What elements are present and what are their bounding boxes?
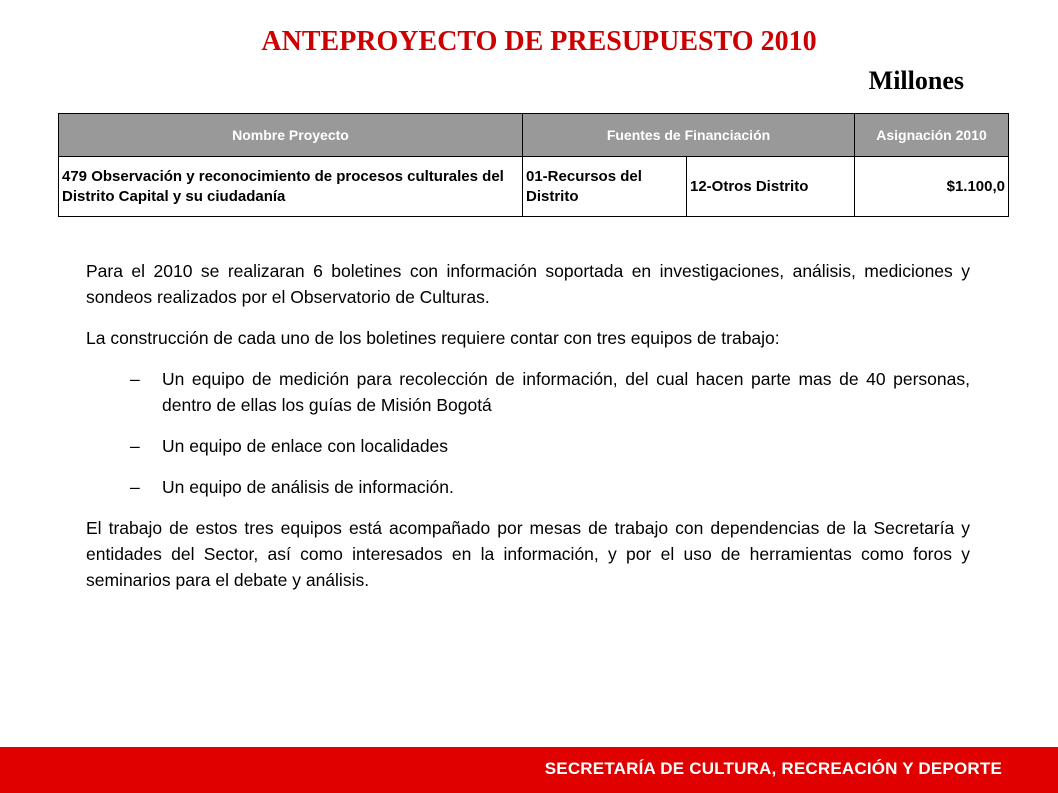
paragraph-bulletins: Para el 2010 se realizaran 6 boletines con información soportada en investigaciones, análisis, mediciones y sondeos realizados por el Observatorio de Culturas. bbox=[86, 261, 970, 307]
body-text bbox=[86, 258, 970, 608]
table-row bbox=[59, 157, 1009, 217]
list-item bbox=[86, 474, 970, 500]
list-item-text: Un equipo de análisis de información. bbox=[162, 477, 454, 497]
list-item bbox=[86, 366, 970, 418]
budget-table bbox=[58, 113, 1009, 217]
units-label: Millones bbox=[868, 66, 964, 95]
paragraph-teams-intro: La construcción de cada uno de los boletines requiere contar con tres equipos de trabajo: bbox=[86, 328, 780, 348]
list-item bbox=[86, 433, 970, 459]
header-sources: Fuentes de Financiación bbox=[523, 114, 855, 157]
cell-amount: $1.100,0 bbox=[855, 157, 1009, 217]
dash-bullet-icon: – bbox=[130, 369, 140, 389]
teams-list bbox=[86, 366, 970, 500]
header-allocation: Asignación 2010 bbox=[855, 114, 1009, 157]
cell-project: 479 Observación y reconocimiento de procesos culturales del Distrito Capital y su ciudadanía bbox=[59, 157, 523, 217]
cell-source-1: 01-Recursos del Distrito bbox=[523, 157, 687, 217]
list-item-text: Un equipo de medición para recolección de información, del cual hacen parte mas de 40 personas, dentro de ellas los guías de Misión Bogotá bbox=[162, 369, 970, 415]
dash-bullet-icon: – bbox=[130, 477, 140, 497]
page-title: ANTEPROYECTO DE PRESUPUESTO 2010 bbox=[261, 26, 817, 57]
cell-source-2: 12-Otros Distrito bbox=[687, 157, 855, 217]
footer-label: SECRETARÍA DE CULTURA, RECREACIÓN Y DEPORTE bbox=[544, 759, 1002, 778]
list-item-text: Un equipo de enlace con localidades bbox=[162, 436, 449, 456]
table-header-row bbox=[59, 114, 1009, 157]
paragraph-work-tables: El trabajo de estos tres equipos está acompañado por mesas de trabajo con dependencias de la Secretaría y entidades del Sector, así como interesados en la información, y por el uso de herramientas como foros y seminarios para el debate y análisis. bbox=[86, 518, 970, 590]
dash-bullet-icon: – bbox=[130, 436, 140, 456]
footer-bar bbox=[0, 747, 1058, 793]
header-project: Nombre Proyecto bbox=[59, 114, 523, 157]
